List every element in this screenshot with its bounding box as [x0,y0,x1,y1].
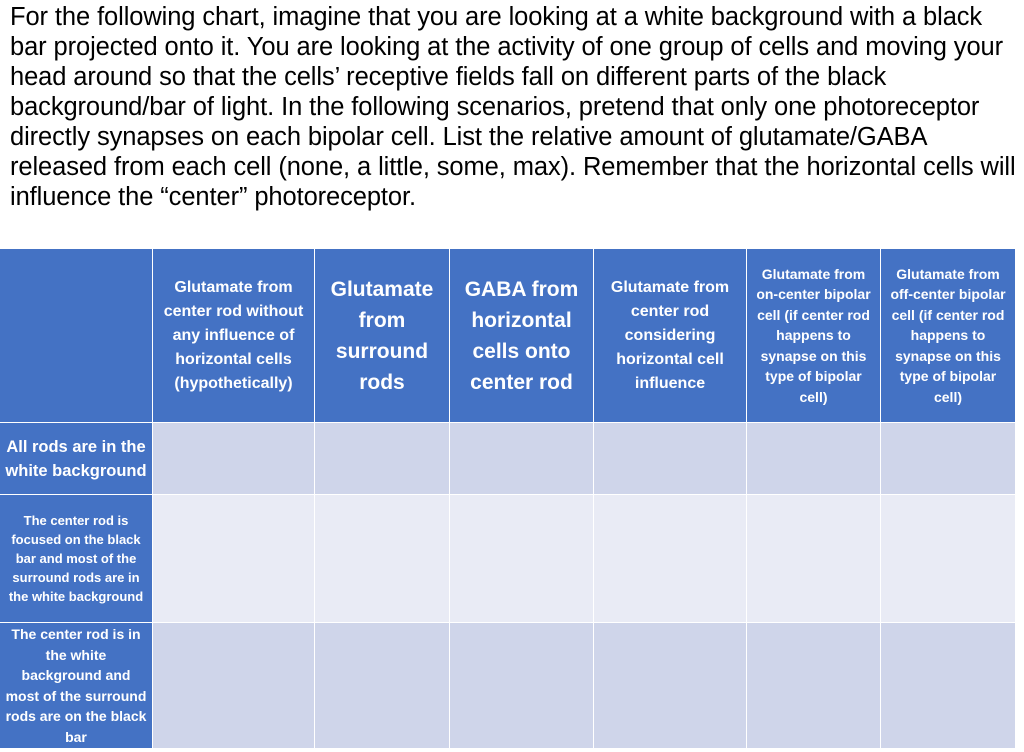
question-prompt: For the following chart, imagine that you are looking at a white background with a black bar projected onto it. You are looking at the activity of one group of cells and moving your head around so that the cells’ receptive fields fall on different parts of the black background/bar of light. In the following scenarios, pretend that only one photoreceptor directly synapses on each bipolar cell. List the relative amount of glutamate/GABA released from each cell (none, a little, some, max). Remember that the horizontal cells will influence the “center” photoreceptor. [10,3,1016,211]
column-header-gaba-horizontal: GABA from horizontal cells onto center rod [450,249,594,423]
row-header-all-white: All rods are in the white background [0,423,153,495]
answer-cell[interactable] [594,623,747,749]
table-corner-cell [0,249,153,423]
answer-cell[interactable] [881,623,1016,749]
answer-cell[interactable] [153,423,315,495]
answer-cell[interactable] [450,623,594,749]
answer-cell[interactable] [594,423,747,495]
answer-cell[interactable] [747,423,881,495]
row-header-center-white: The center rod is in the white background and most of the surround rods are on the black bar [0,623,153,749]
answer-cell[interactable] [450,423,594,495]
column-header-center-rod-no-horizontal: Glutamate from center rod without any influence of horizontal cells (hypothetically) [153,249,315,423]
answer-cell[interactable] [881,423,1016,495]
column-header-surround-rods: Glutamate from surround rods [315,249,450,423]
column-header-on-center-bipolar: Glutamate from on-center bipolar cell (if center rod happens to synapse on this type of bipolar cell) [747,249,881,423]
column-header-center-rod-with-horizontal: Glutamate from center rod considering horizontal cell influence [594,249,747,423]
answer-cell[interactable] [315,423,450,495]
answer-cell[interactable] [153,623,315,749]
answer-cell[interactable] [315,495,450,623]
answer-cell[interactable] [881,495,1016,623]
column-header-off-center-bipolar: Glutamate from off-center bipolar cell (if center rod happens to synapse on this type of bipolar cell) [881,249,1016,423]
row-header-center-black: The center rod is focused on the black bar and most of the surround rods are in the white background [0,495,153,623]
answer-cell[interactable] [315,623,450,749]
answer-cell[interactable] [450,495,594,623]
answer-cell[interactable] [594,495,747,623]
answer-cell[interactable] [153,495,315,623]
response-table [0,249,1016,749]
answer-cell[interactable] [747,623,881,749]
answer-cell[interactable] [747,495,881,623]
